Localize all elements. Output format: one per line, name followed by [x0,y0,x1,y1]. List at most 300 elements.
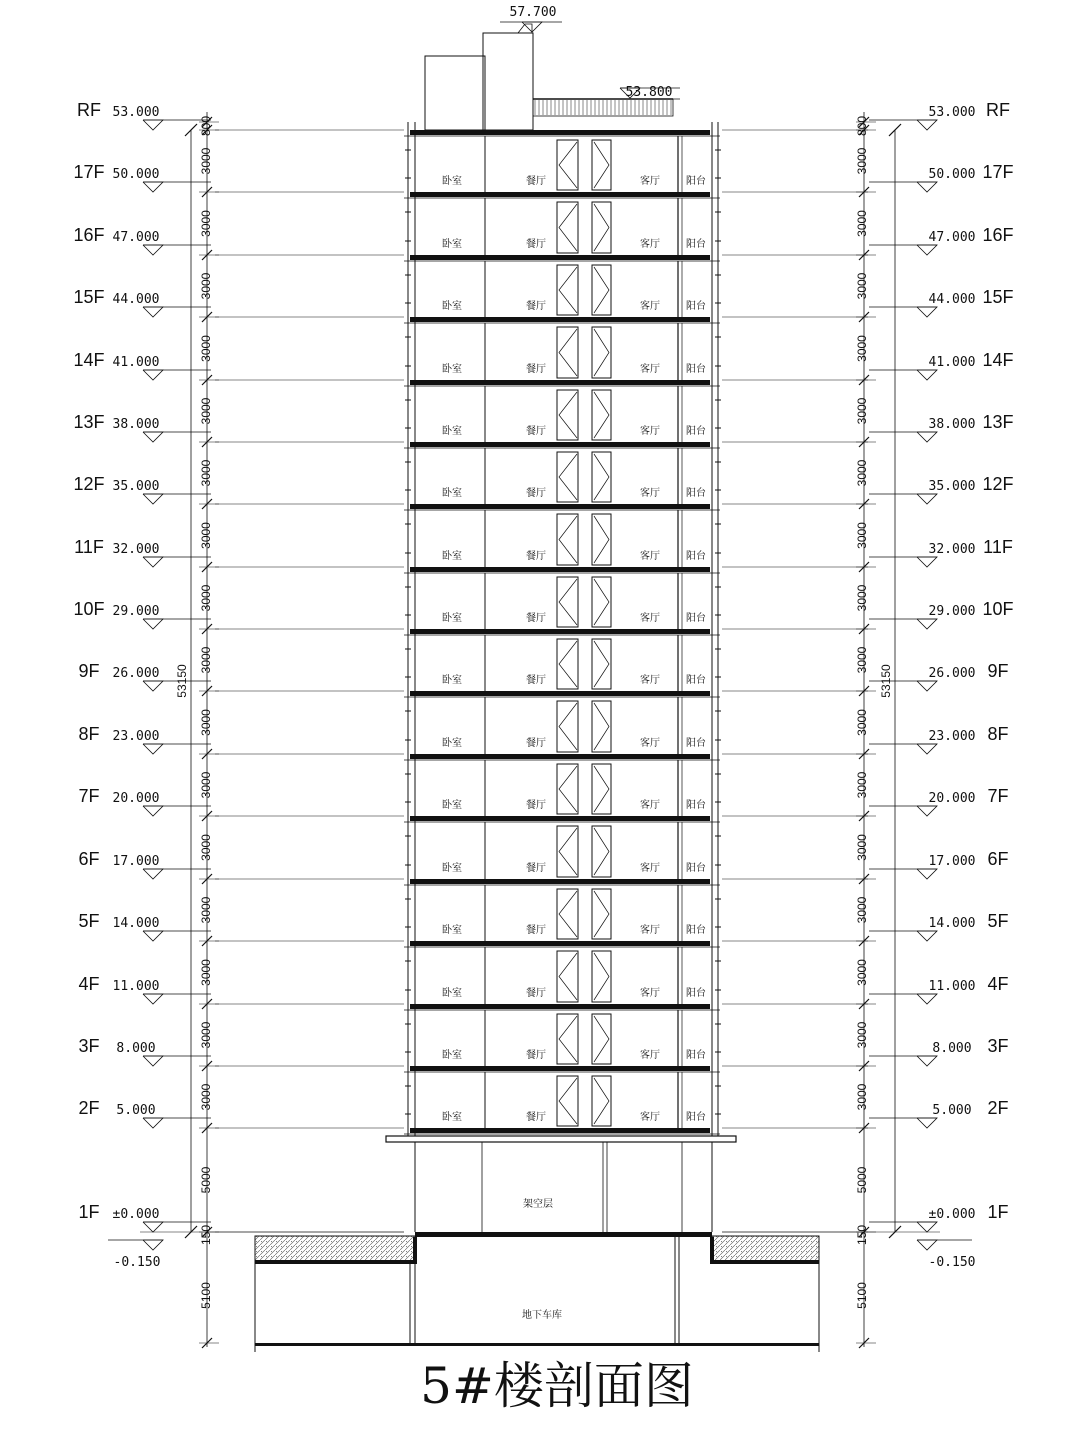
door-swing-left [559,641,577,687]
room-label: 阳台 [686,1112,706,1123]
floor-slab [410,629,710,634]
right-floor-label: 1F [987,1202,1009,1222]
door-leaf-left [557,764,578,814]
roof-stair-block [425,56,485,130]
floor-slab [410,567,710,572]
floor-slab [410,380,710,385]
floor-slab [410,504,710,509]
room-label: 阳台 [686,488,706,499]
door-leaf-right [592,514,611,565]
left-dim-text: 800 [199,115,213,137]
door-leaf-right [592,390,611,440]
door-leaf-left [557,577,578,627]
door-swing-right [594,828,609,875]
left-elev-text: 20.000 [112,791,160,806]
right-dim-text: 3000 [855,1083,869,1111]
right-elev-triangle [917,307,937,317]
floor-slab [410,442,710,447]
left-elev-triangle [143,557,163,567]
right-elev-text: 20.000 [928,791,976,806]
right-elev-triangle [917,744,937,754]
door-swing-left [559,142,577,188]
left-elev-triangle [143,182,163,192]
right-floor-label: 11F [983,537,1013,557]
right-elev-triangle [917,245,937,255]
right-floor-label: 17F [982,162,1014,182]
floor-slab [410,192,710,197]
right-elev-text: 50.000 [928,167,976,182]
door-swing-left [559,766,577,812]
left-elev-text: 17.000 [112,854,160,869]
right-floor-label: 8F [987,724,1009,744]
right-floor-label: 13F [982,412,1014,432]
right-dim-text: 5100 [855,1282,869,1309]
door-leaf-left [557,202,578,253]
basement-space-label: 地下车库 [522,1310,562,1321]
right-floor-label: 2F [987,1098,1009,1118]
left-elev-text: 32.000 [112,542,160,557]
room-label: 客厅 [640,364,660,375]
door-swing-left [559,891,577,937]
room-label: 客厅 [640,925,660,936]
floor-slab [410,255,710,260]
door-leaf-right [592,1014,611,1064]
left-floor-label: 1F [78,1202,100,1222]
right-floor-label: 16F [982,225,1014,245]
door-swing-left [559,267,577,313]
door-leaf-left [557,951,578,1002]
door-swing-right [594,703,609,750]
right-dim-text: 5000 [855,1166,869,1194]
door-swing-right [594,392,609,438]
right-dim-text: 3000 [855,959,869,986]
right-elev-text: 38.000 [928,417,976,432]
left-elev-text: 5.000 [116,1103,156,1118]
parapet-elev-text: 53.800 [625,85,673,100]
left-dim-text: 3000 [199,834,213,861]
door-swing-right [594,142,609,188]
left-elev-text: 29.000 [112,604,160,619]
left-elev-triangle [143,370,163,380]
right-elev-text: 14.000 [928,916,976,931]
door-leaf-left [557,452,578,502]
floor-slab [410,816,710,821]
door-swing-left [559,953,577,1000]
left-dim-text: 3000 [199,147,213,175]
left-dim-text: 3000 [199,709,213,736]
left-elev-text: 14.000 [112,916,160,931]
left-dim-text: 3000 [199,646,213,674]
room-label: 餐厅 [526,551,546,562]
right-elev-text: 29.000 [928,604,976,619]
room-label: 卧室 [442,863,462,874]
left-elev-triangle [143,120,163,130]
room-label: 卧室 [442,925,462,936]
room-label: 阳台 [686,863,706,874]
right-elev-text: 11.000 [928,979,976,994]
left-floor-label: 14F [73,350,105,370]
door-swing-right [594,204,609,251]
left-dim-text: 3000 [199,1021,213,1049]
room-label: 卧室 [442,738,462,749]
door-leaf-left [557,140,578,190]
room-label: 餐厅 [526,239,546,250]
right-floor-label: 12F [982,474,1014,494]
room-label: 阳台 [686,738,706,749]
door-leaf-right [592,764,611,814]
right-dim-text: 3000 [855,335,869,362]
room-label: 客厅 [640,738,660,749]
left-floor-label: 4F [78,974,100,994]
door-swing-right [594,579,609,625]
room-label: 餐厅 [526,364,546,375]
right-elev-triangle [917,1118,937,1128]
left-elev-triangle [143,681,163,691]
left-elev-triangle [143,931,163,941]
right-floor-label: 6F [987,849,1009,869]
room-label: 餐厅 [526,675,546,686]
room-label: 客厅 [640,613,660,624]
left-elev-text: 41.000 [112,355,160,370]
door-leaf-right [592,889,611,939]
left-elev-triangle [143,994,163,1004]
right-floor-label: 4F [987,974,1009,994]
right-total-dim-text: 53150 [879,664,893,698]
door-leaf-right [592,1076,611,1126]
door-leaf-left [557,826,578,877]
room-label: 阳台 [686,925,706,936]
right-elev-text: ±0.000 [928,1207,976,1222]
door-swing-right [594,267,609,313]
room-label: 客厅 [640,988,660,999]
left-floor-label: 12F [73,474,105,494]
left-dim-text: 5100 [199,1282,213,1309]
right-elev-text: 8.000 [932,1041,972,1056]
left-dim-text: 3000 [199,959,213,986]
left-elev-text: 35.000 [112,479,160,494]
left-elev-text: 23.000 [112,729,160,744]
left-elev-text: 44.000 [112,292,160,307]
door-swing-right [594,329,609,376]
drawing-title: 5#楼剖面图 [420,1357,694,1415]
door-swing-right [594,953,609,1000]
right-floor-label: 15F [982,287,1014,307]
door-leaf-left [557,1014,578,1064]
room-label: 卧室 [442,800,462,811]
door-leaf-left [557,701,578,752]
right-dim-text: 3000 [855,210,869,237]
door-swing-right [594,891,609,937]
right-elev-text: 41.000 [928,355,976,370]
door-leaf-right [592,140,611,190]
door-swing-right [594,1078,609,1124]
left-elev-triangle [143,432,163,442]
room-label: 卧室 [442,301,462,312]
left-elev-text: 53.000 [112,105,160,120]
right-dim-text: 3000 [855,771,869,799]
room-label: 阳台 [686,613,706,624]
room-label: 阳台 [686,551,706,562]
left-ground-elev-text: -0.150 [113,1255,161,1270]
canopy-slab [386,1136,736,1142]
room-label: 餐厅 [526,925,546,936]
left-elev-text: 38.000 [112,417,160,432]
room-label: 客厅 [640,239,660,250]
door-leaf-left [557,639,578,689]
left-floor-label: 15F [73,287,105,307]
room-label: 阳台 [686,675,706,686]
soil-left [255,1236,415,1262]
right-elev-text: 35.000 [928,479,976,494]
room-label: 餐厅 [526,988,546,999]
left-elev-text: 26.000 [112,666,160,681]
room-label: 客厅 [640,863,660,874]
right-elev-triangle [917,869,937,879]
left-elev-text: ±0.000 [112,1207,160,1222]
room-label: 阳台 [686,176,706,187]
floor-slab [410,317,710,322]
right-dim-text: 3000 [855,834,869,861]
door-leaf-right [592,951,611,1002]
left-floor-label: 11F [74,537,104,557]
right-elev-triangle [917,182,937,192]
left-elev-text: 50.000 [112,167,160,182]
room-label: 餐厅 [526,863,546,874]
left-dim-text: 3000 [199,771,213,799]
room-label: 卧室 [442,239,462,250]
ground-space-label: 架空层 [523,1199,553,1210]
right-dim-text: 3000 [855,459,869,487]
left-elev-triangle [143,307,163,317]
door-swing-left [559,454,577,500]
right-elev-triangle [917,494,937,504]
left-elev-triangle [143,744,163,754]
right-dim-text: 3000 [855,272,869,300]
room-label: 卧室 [442,613,462,624]
left-floor-label: 2F [78,1098,100,1118]
right-dim-text: 3000 [855,147,869,175]
door-swing-left [559,1016,577,1062]
room-label: 客厅 [640,176,660,187]
door-swing-right [594,641,609,687]
floor-slab [410,879,710,884]
left-elev-triangle [143,806,163,816]
room-label: 卧室 [442,364,462,375]
right-ground-elev-text: -0.150 [928,1255,976,1270]
room-label: 餐厅 [526,1112,546,1123]
floor-slab [410,1128,710,1133]
door-leaf-right [592,202,611,253]
right-floor-label: RF [986,100,1010,120]
room-label: 客厅 [640,488,660,499]
annotation-layer [73,5,1013,1321]
right-dim-text: 3000 [855,584,869,612]
right-elev-text: 32.000 [928,542,976,557]
left-floor-label: 16F [73,225,105,245]
room-label: 客厅 [640,426,660,437]
right-dim-text: 3000 [855,1021,869,1049]
right-floor-label: 7F [987,786,1009,806]
room-label: 阳台 [686,239,706,250]
left-floor-label: 3F [78,1036,100,1056]
door-swing-left [559,579,577,625]
room-label: 客厅 [640,1112,660,1123]
floor-slab [410,1004,710,1009]
room-label: 餐厅 [526,176,546,187]
right-elev-text: 44.000 [928,292,976,307]
right-elev-triangle [917,994,937,1004]
right-elev-triangle [917,619,937,629]
left-floor-label: 6F [78,849,100,869]
door-leaf-right [592,639,611,689]
left-floor-label: 9F [78,661,100,681]
left-floor-label: 10F [73,599,105,619]
right-dim-text: 3000 [855,522,869,549]
right-dim-text: 800 [855,115,869,137]
left-floor-label: RF [77,100,101,120]
room-label: 餐厅 [526,738,546,749]
room-label: 卧室 [442,1112,462,1123]
left-elev-triangle [143,245,163,255]
right-elev-triangle [917,1056,937,1066]
room-label: 餐厅 [526,301,546,312]
room-label: 餐厅 [526,1050,546,1061]
right-elev-triangle [917,931,937,941]
room-label: 卧室 [442,488,462,499]
left-dim-text: 3000 [199,522,213,549]
left-elev-text: 11.000 [112,979,160,994]
right-dim-text: 3000 [855,646,869,674]
door-swing-right [594,1016,609,1062]
left-dim-text: 3000 [199,584,213,612]
right-dim-text: 3000 [855,896,869,924]
right-dim-text: 3000 [855,709,869,736]
right-floor-label: 9F [987,661,1009,681]
left-elev-triangle [143,1222,163,1232]
room-label: 阳台 [686,800,706,811]
room-label: 阳台 [686,1050,706,1061]
room-label: 卧室 [442,176,462,187]
right-elev-triangle [917,557,937,567]
door-leaf-left [557,265,578,315]
right-dim-text: 3000 [855,397,869,425]
door-leaf-left [557,327,578,378]
soil-right [712,1236,819,1262]
floor-slab [410,691,710,696]
door-swing-left [559,828,577,875]
ground-slab [415,1232,712,1237]
left-dim-text: 3000 [199,335,213,362]
room-label: 阳台 [686,988,706,999]
right-floor-label: 10F [982,599,1014,619]
right-elev-triangle [917,681,937,691]
right-elev-triangle [917,120,937,130]
left-floor-label: 17F [73,162,105,182]
door-swing-left [559,516,577,563]
door-leaf-right [592,577,611,627]
door-leaf-right [592,701,611,752]
door-swing-left [559,329,577,376]
left-dim-text: 3000 [199,210,213,237]
left-dim-text: 3000 [199,896,213,924]
right-dim-text: 150 [855,1224,869,1246]
roof-machine-room [483,33,533,130]
door-leaf-left [557,1076,578,1126]
door-swing-left [559,1078,577,1124]
door-swing-left [559,703,577,750]
floor-slab [410,941,710,946]
door-leaf-right [592,327,611,378]
left-floor-label: 8F [78,724,100,744]
left-floor-label: 13F [73,412,105,432]
right-elev-text: 17.000 [928,854,976,869]
basement-slab [255,1343,819,1346]
floor-slab [410,1066,710,1071]
door-leaf-left [557,390,578,440]
right-elev-triangle [917,432,937,442]
door-swing-right [594,454,609,500]
left-dim-text: 150 [199,1224,213,1246]
room-label: 阳台 [686,426,706,437]
right-floor-label: 14F [982,350,1014,370]
right-elev-text: 47.000 [928,230,976,245]
door-leaf-left [557,514,578,565]
left-dim-text: 3000 [199,459,213,487]
right-elev-text: 26.000 [928,666,976,681]
door-swing-right [594,516,609,563]
room-label: 餐厅 [526,426,546,437]
room-label: 客厅 [640,551,660,562]
right-elev-triangle [917,1222,937,1232]
room-label: 客厅 [640,1050,660,1061]
left-dim-text: 5000 [199,1166,213,1194]
door-swing-right [594,766,609,812]
room-label: 餐厅 [526,613,546,624]
room-label: 卧室 [442,988,462,999]
right-ground-triangle [917,1240,937,1250]
right-floor-label: 5F [987,911,1009,931]
room-label: 餐厅 [526,800,546,811]
left-elev-triangle [143,1056,163,1066]
building-structure [108,22,972,1352]
room-label: 阳台 [686,364,706,375]
room-label: 阳台 [686,301,706,312]
right-elev-text: 5.000 [932,1103,972,1118]
floor-slab [410,754,710,759]
right-elev-triangle [917,806,937,816]
room-label: 卧室 [442,1050,462,1061]
door-leaf-right [592,452,611,502]
left-floor-label: 5F [78,911,100,931]
door-leaf-left [557,889,578,939]
right-elev-text: 23.000 [928,729,976,744]
room-label: 客厅 [640,675,660,686]
room-label: 客厅 [640,301,660,312]
left-dim-text: 3000 [199,272,213,300]
door-leaf-right [592,265,611,315]
room-label: 餐厅 [526,488,546,499]
left-elev-triangle [143,619,163,629]
door-swing-left [559,392,577,438]
right-elev-triangle [917,370,937,380]
left-elev-triangle [143,494,163,504]
left-dim-text: 3000 [199,1083,213,1111]
floor-slab [410,130,710,135]
room-label: 卧室 [442,551,462,562]
room-label: 客厅 [640,800,660,811]
left-dim-text: 3000 [199,397,213,425]
room-label: 卧室 [442,675,462,686]
